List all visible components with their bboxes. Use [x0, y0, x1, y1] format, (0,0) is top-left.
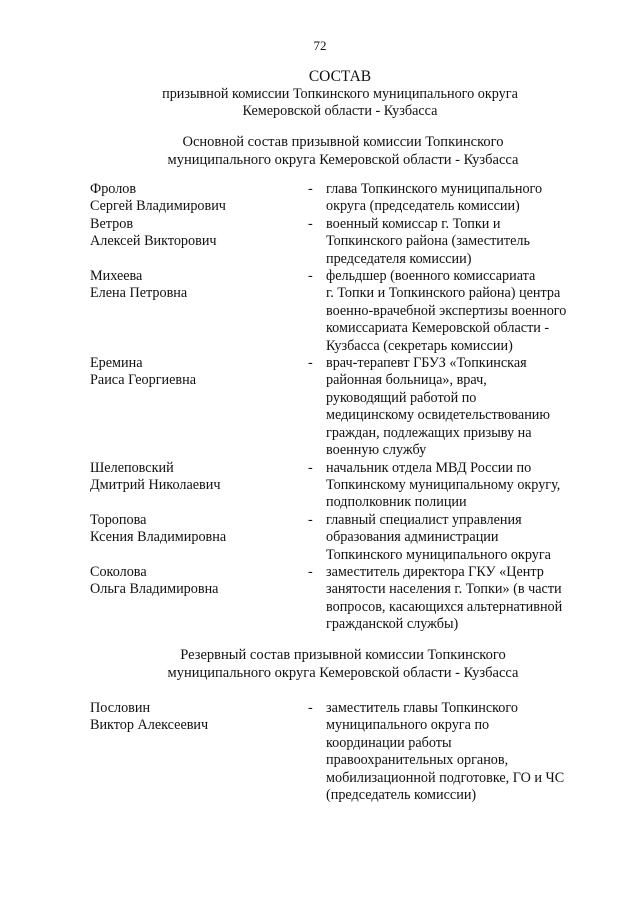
member-name	[90, 355, 300, 390]
member-role-line: военный комиссар г. Топки и	[326, 215, 501, 232]
member-row	[90, 700, 620, 804]
member-role	[326, 355, 618, 459]
member-name	[90, 216, 300, 251]
member-name-line: Торопова	[90, 511, 147, 528]
member-name-line: Раиса Георгиевна	[90, 372, 196, 389]
member-role-line: мобилизационной подготовке, ГО и ЧС	[326, 769, 565, 786]
member-dash: -	[308, 181, 313, 197]
member-role-line: вопросов, касающихся альтернативной	[326, 598, 563, 615]
member-role-line: военную службу	[326, 442, 427, 459]
member-role	[326, 181, 618, 216]
member-name-line: Виктор Алексеевич	[90, 717, 209, 734]
member-name-line: Михеева	[90, 268, 143, 285]
member-role-line: правоохранительных органов,	[326, 752, 509, 769]
member-role-line: фельдшер (военного комиссариата	[326, 268, 536, 285]
member-dash: -	[308, 355, 313, 372]
member-row	[90, 355, 620, 459]
member-name-line: Ксения Владимировна	[90, 529, 227, 546]
reserve-members-list	[90, 700, 620, 804]
member-name-line: Шелеповский	[90, 459, 174, 476]
member-role-line: руководящий работой по	[326, 389, 477, 406]
member-name-line: Сергей Владимирович	[90, 198, 226, 215]
main-section-heading	[0, 133, 640, 169]
member-role-line: муниципального округа по	[326, 717, 490, 734]
member-role-line: заместитель главы Топкинского	[326, 700, 518, 716]
member-role-line: медицинскому освидетельствованию	[326, 407, 550, 424]
member-name-line: Фролов	[90, 181, 137, 197]
member-name	[90, 460, 300, 495]
member-role-line: районная больница», врач,	[326, 372, 487, 389]
member-dash: -	[308, 268, 313, 285]
member-role-line: координации работы	[326, 734, 452, 751]
member-role-line: образования администрации	[326, 529, 499, 546]
member-role-line: гражданской службы)	[326, 616, 459, 633]
member-name	[90, 512, 300, 547]
reserve-section-heading-line-1: Резервный состав призывной комиссии Топкинского	[180, 647, 506, 663]
member-dash: -	[308, 511, 313, 528]
reserve-section-heading	[0, 646, 640, 682]
member-role-line: округа (председатель комиссии)	[326, 198, 520, 215]
main-section-heading-line-1: Основной состав призывной комиссии Топкинского	[182, 134, 504, 150]
member-name	[90, 268, 300, 303]
member-row	[90, 216, 620, 268]
member-role-line: подполковник полиции	[326, 494, 467, 511]
member-dash: -	[308, 700, 313, 716]
member-row	[90, 460, 620, 512]
member-name	[90, 700, 300, 735]
member-role	[326, 268, 618, 355]
member-role-line: начальник отдела МВД России по	[326, 459, 532, 476]
member-name-line: Ветров	[90, 215, 134, 232]
member-name-line: Дмитрий Николаевич	[90, 476, 221, 493]
member-row	[90, 512, 620, 564]
member-role-line: Топкинского района (заместитель	[326, 233, 530, 250]
member-name-line: Соколова	[90, 563, 147, 580]
page-number: 72	[313, 38, 327, 53]
member-role-line: Топкинскому муниципальному округу,	[326, 476, 561, 493]
member-role-line: заместитель директора ГКУ «Центр	[326, 563, 544, 580]
member-name	[90, 181, 300, 216]
member-role-line: (председатель комиссии)	[326, 787, 477, 804]
member-name-line: Елена Петровна	[90, 285, 188, 302]
member-role-line: Топкинского муниципального округа	[326, 546, 551, 563]
member-role-line: занятости населения г. Топки» (в части	[326, 581, 562, 598]
member-role-line: комиссариата Кемеровской области -	[326, 320, 550, 337]
title-heading: СОСТАВ	[308, 68, 372, 85]
member-role-line: врач-терапевт ГБУЗ «Топкинская	[326, 355, 527, 372]
member-dash: -	[308, 563, 313, 580]
member-name-line: Алексей Викторович	[90, 233, 217, 250]
member-role-line: председателя комиссии)	[326, 250, 472, 267]
title-line-1: призывной комиссии Топкинского муниципального округа	[162, 85, 518, 102]
member-role-line: военно-врачебной экспертизы военного	[326, 302, 567, 319]
reserve-section-heading-line-2: муниципального округа Кемеровской области - Кузбасса	[167, 665, 519, 681]
member-row	[90, 268, 620, 355]
member-role-line: Кузбасса (секретарь комиссии)	[326, 337, 513, 354]
main-members-list	[90, 181, 620, 634]
member-name-line: Пословин	[90, 700, 151, 716]
document-title	[0, 68, 640, 121]
member-role	[326, 564, 618, 634]
member-role-line: главный специалист управления	[326, 511, 522, 528]
main-section-heading-line-2: муниципального округа Кемеровской области - Кузбасса	[167, 152, 519, 168]
title-line-2: Кемеровской области - Кузбасса	[242, 103, 438, 119]
member-role	[326, 460, 618, 512]
member-row	[90, 564, 620, 634]
member-role-line: граждан, подлежащих призыву на	[326, 424, 532, 441]
member-row	[90, 181, 620, 216]
member-role-line: г. Топки и Топкинского района) центра	[326, 285, 561, 302]
member-role	[326, 216, 618, 268]
member-role-line: глава Топкинского муниципального	[326, 181, 543, 197]
member-name-line: Ольга Владимировна	[90, 581, 219, 598]
member-name	[90, 564, 300, 599]
member-role	[326, 700, 618, 804]
member-role	[326, 512, 618, 564]
member-name-line: Еремина	[90, 355, 143, 372]
member-dash: -	[308, 215, 313, 232]
member-dash: -	[308, 459, 313, 476]
